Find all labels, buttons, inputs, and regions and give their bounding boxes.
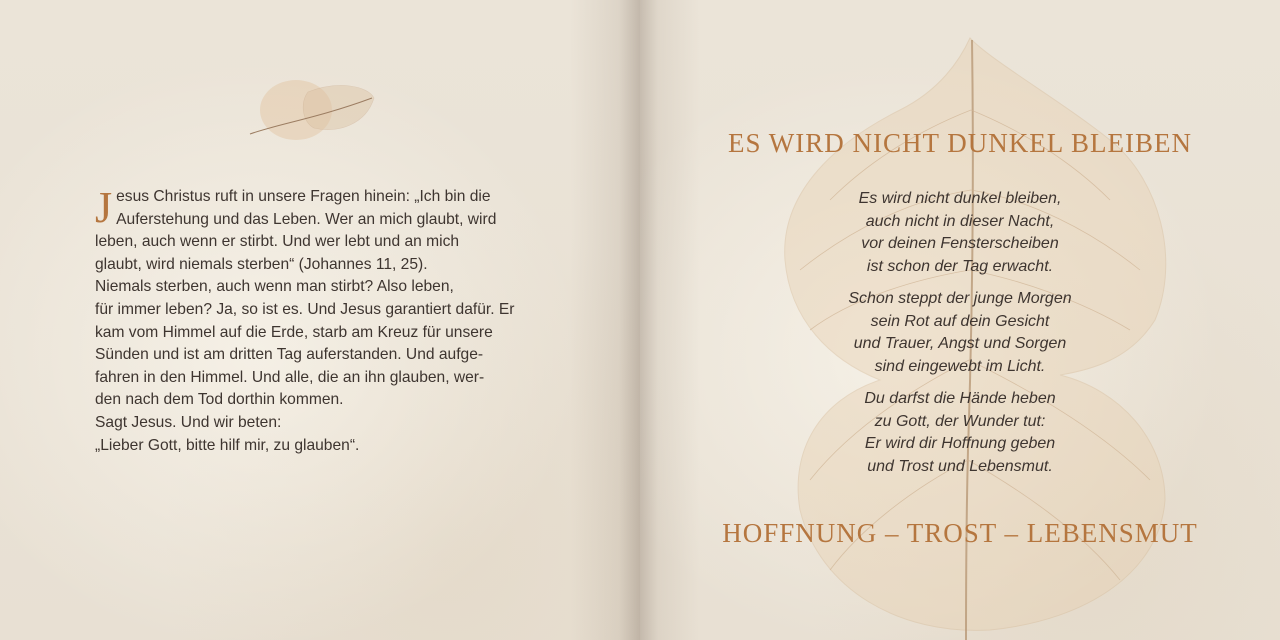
poem-title: ES WIRD NICHT DUNKEL BLEIBEN xyxy=(728,128,1192,158)
poem-line: Du darfst die Hände heben xyxy=(864,390,1056,407)
poem-line: vor deinen Fensterscheiben xyxy=(861,235,1059,252)
poem-line: und Trauer, Angst und Sorgen xyxy=(853,335,1067,352)
paragraph-line: Sagt Jesus. Und wir beten: xyxy=(95,413,282,431)
poem-line: sind eingewebt im Licht. xyxy=(874,357,1046,375)
poem-stanza xyxy=(640,388,1280,478)
dropcap: J xyxy=(95,183,113,232)
poem-stanza xyxy=(640,288,1280,378)
poem-line: Es wird nicht dunkel bleiben, xyxy=(858,190,1062,207)
poem-stanza xyxy=(640,188,1280,278)
paragraph-line: fahren in den Himmel. Und alle, die an ihn glauben, wer- xyxy=(95,368,485,386)
poem-line: sein Rot auf dein Gesicht xyxy=(870,312,1050,330)
poem-line: und Trost und Lebensmut. xyxy=(867,457,1053,475)
poem-line: auch nicht in dieser Nacht, xyxy=(865,212,1055,230)
right-page xyxy=(640,0,1280,640)
poem-line: Schon steppt der junge Morgen xyxy=(848,290,1072,307)
small-leaf-illustration xyxy=(248,72,378,162)
paragraph-line: für immer leben? Ja, so ist es. Und Jesus garantiert dafür. Er xyxy=(95,300,515,318)
paragraph-line: glaubt, wird niemals sterben“ (Johannes 11, 25). xyxy=(95,255,428,273)
poem-line: ist schon der Tag erwacht. xyxy=(866,257,1054,275)
footer-tagline: HOFFNUNG – TROST – LEBENSMUT xyxy=(722,518,1198,548)
paragraph-line: Niemals sterben, auch wenn man stirbt? Also leben, xyxy=(95,278,454,296)
paragraph-line: leben, auch wenn er stirbt. Und wer lebt und an mich xyxy=(95,233,460,251)
poem xyxy=(640,188,1280,488)
paragraph-line: Jesus Christus ruft in unsere Fragen hinein: „Ich bin die xyxy=(95,183,491,232)
paragraph-line: „Lieber Gott, bitte hilf mir, zu glauben“. xyxy=(95,436,360,454)
paragraph-line: Auferstehung und das Leben. Wer an mich glaubt, wird xyxy=(116,210,497,228)
poem-line: zu Gott, der Wunder tut: xyxy=(874,412,1046,430)
paragraph-line: den nach dem Tod dorthin kommen. xyxy=(95,391,344,409)
paragraph-line: Sünden und ist am dritten Tag auferstanden. Und aufge- xyxy=(95,346,484,364)
body-text xyxy=(95,183,547,457)
poem-line: Er wird dir Hoffnung geben xyxy=(864,435,1056,452)
paragraph-line: kam vom Himmel auf die Erde, starb am Kreuz für unsere xyxy=(95,323,493,341)
